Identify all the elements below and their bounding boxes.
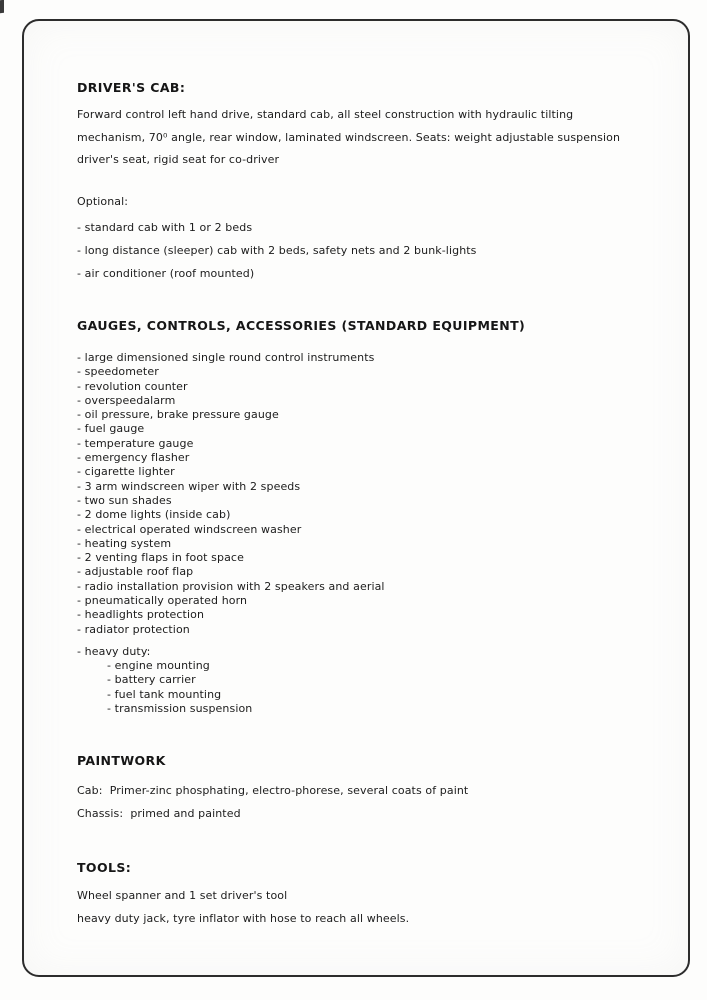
list-item: - speedometer	[77, 365, 159, 379]
list-item: - revolution counter	[77, 379, 188, 393]
list-item: - radiator protection	[77, 622, 190, 636]
section-drivers-cab	[77, 80, 677, 95]
heavy-duty-label: - heavy duty:	[77, 645, 151, 658]
list-item: - temperature gauge	[77, 436, 194, 450]
paragraph-line: Forward control left hand drive, standard cab, all steel construction with hydraulic tilting	[77, 108, 574, 121]
heavy-duty-sublist	[107, 659, 707, 716]
list-item: - cigarette lighter	[77, 465, 175, 479]
section-paintwork	[77, 753, 677, 768]
gauges-heading: GAUGES, CONTROLS, ACCESSORIES (STANDARD EQUIPMENT)	[77, 318, 526, 333]
list-item: - large dimensioned single round control instruments	[77, 351, 375, 364]
paragraph-line: mechanism, 70⁰ angle, rear window, laminated windscreen. Seats: weight adjustable suspension	[77, 130, 621, 144]
drivers-cab-heading: DRIVER'S CAB:	[77, 80, 186, 95]
list-item: - emergency flasher	[77, 451, 190, 465]
list-item: - long distance (sleeper) cab with 2 beds, safety nets and 2 bunk-lights	[77, 244, 477, 257]
list-item: - 2 venting flaps in foot space	[77, 551, 244, 565]
paragraph-line: Cab: Primer-zinc phosphating, electro-phorese, several coats of paint	[77, 784, 469, 797]
list-item: - radio installation provision with 2 speakers and aerial	[77, 579, 385, 593]
list-item: - 2 dome lights (inside cab)	[77, 508, 231, 522]
list-item: - heating system	[77, 536, 172, 550]
optional-items-list	[77, 216, 677, 285]
list-item: - air conditioner (roof mounted)	[77, 267, 255, 280]
sub-list-item: - transmission suspension	[107, 701, 253, 715]
list-item: - headlights protection	[77, 608, 205, 622]
list-item: - pneumatically operated horn	[77, 594, 248, 608]
paintwork-heading: PAINTWORK	[77, 753, 166, 768]
gauges-items-list	[77, 351, 677, 637]
list-item: - oil pressure, brake pressure gauge	[77, 408, 279, 422]
list-item: - fuel gauge	[77, 422, 145, 436]
optional-label: Optional:	[77, 195, 129, 208]
sub-list-item: - battery carrier	[107, 673, 196, 687]
paragraph-line: heavy duty jack, tyre inflator with hose to reach all wheels.	[77, 911, 410, 925]
list-item: - 3 arm windscreen wiper with 2 speeds	[77, 479, 301, 493]
section-gauges	[77, 318, 677, 333]
scan-corner-mark	[0, 0, 4, 13]
sub-list-item: - engine mounting	[107, 659, 210, 672]
paintwork-lines	[77, 780, 677, 825]
paragraph-line: Wheel spanner and 1 set driver's tool	[77, 889, 288, 902]
list-item: - electrical operated windscreen washer	[77, 522, 302, 536]
paragraph-line: Chassis: primed and painted	[77, 806, 241, 820]
section-tools	[77, 860, 677, 875]
list-item: - adjustable roof flap	[77, 565, 194, 579]
sub-list-item: - fuel tank mounting	[107, 687, 222, 701]
drivers-cab-paragraph	[77, 104, 677, 172]
tools-lines	[77, 885, 677, 930]
tools-heading: TOOLS:	[77, 860, 132, 875]
list-item: - two sun shades	[77, 493, 172, 507]
list-item: - standard cab with 1 or 2 beds	[77, 221, 253, 234]
paragraph-line: driver's seat, rigid seat for co-driver	[77, 153, 280, 166]
list-item: - overspeedalarm	[77, 393, 176, 407]
